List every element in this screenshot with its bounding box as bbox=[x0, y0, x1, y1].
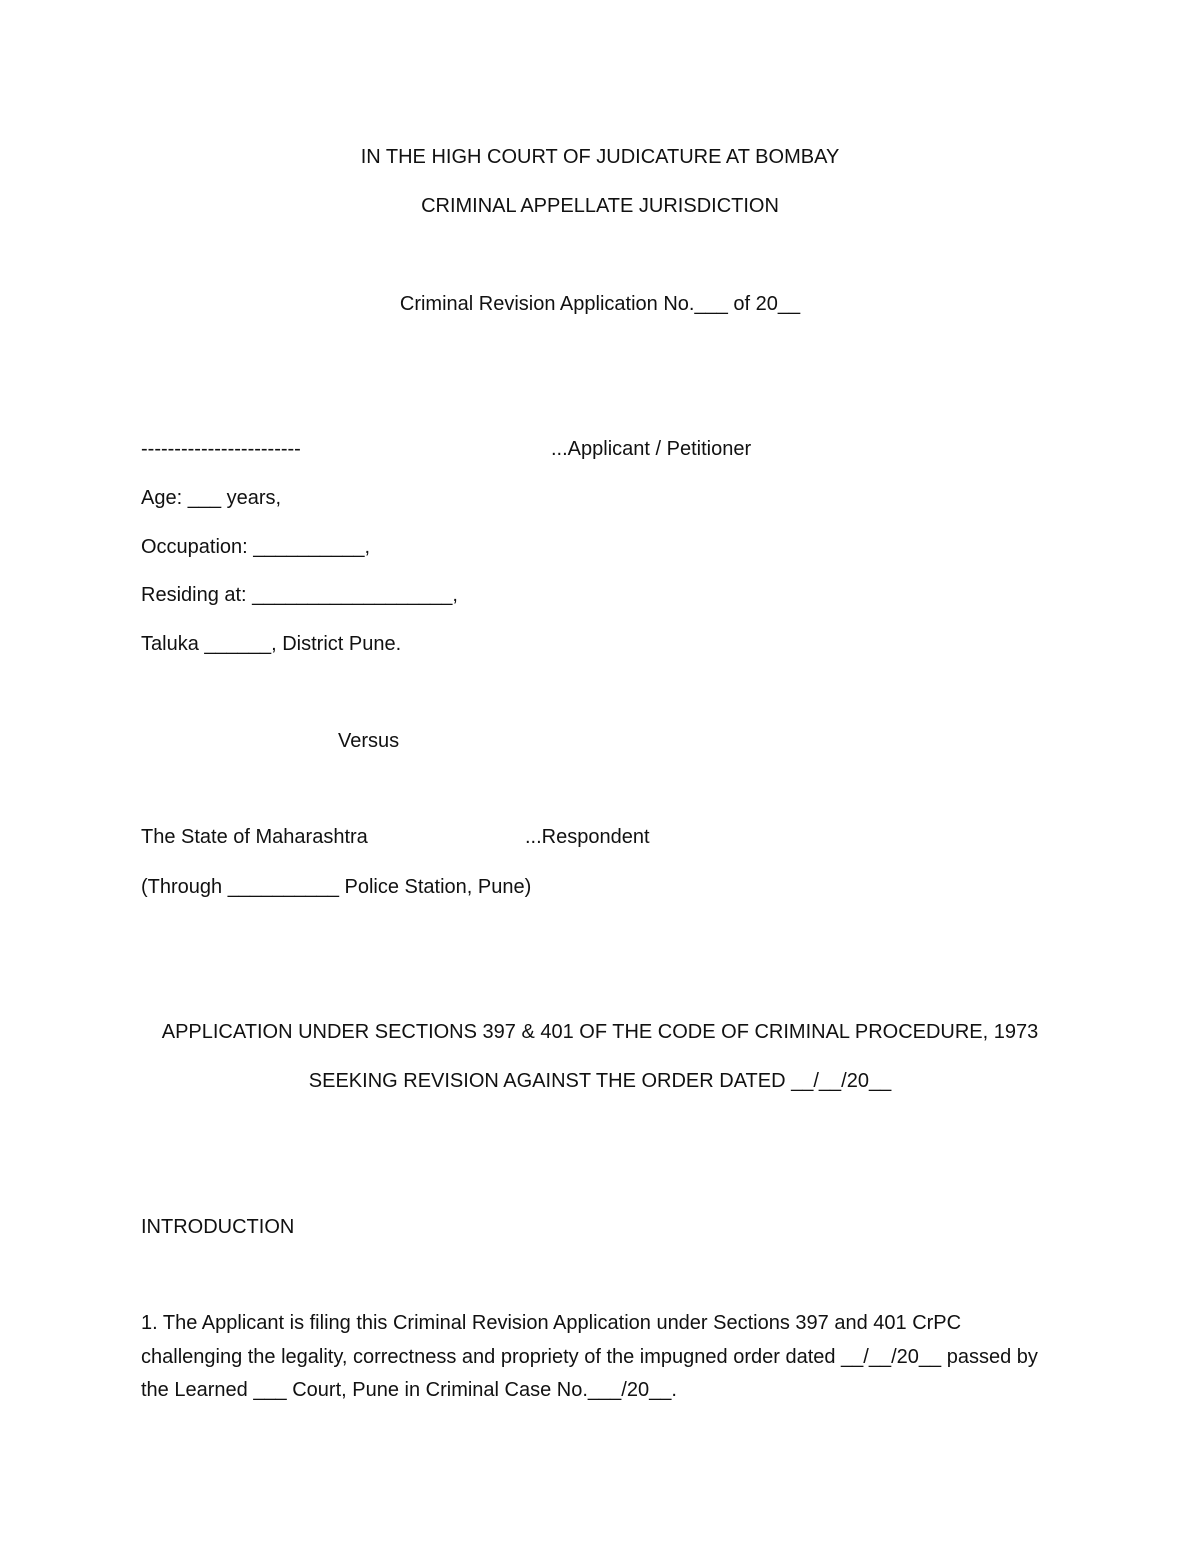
respondent-through: (Through __________ Police Station, Pune) bbox=[141, 876, 532, 898]
case-number: Criminal Revision Application No.___ of 20__ bbox=[399, 293, 801, 315]
applicant-taluka: Taluka ______, District Pune. bbox=[141, 633, 402, 655]
application-title: APPLICATION UNDER SECTIONS 397 & 401 OF THE CODE OF CRIMINAL PROCEDURE, 1973 bbox=[161, 1021, 1039, 1043]
court-heading: IN THE HIGH COURT OF JUDICATURE AT BOMBAY bbox=[360, 146, 840, 168]
applicant-age: Age: ___ years, bbox=[141, 487, 282, 509]
applicant-residence: Residing at: __________________, bbox=[141, 584, 458, 606]
application-subtitle: SEEKING REVISION AGAINST THE ORDER DATED __/__/20__ bbox=[308, 1070, 892, 1092]
introduction-paragraph-1: 1. The Applicant is filing this Criminal Revision Application under Sections 397 and 401 CrPC challenging the legality, correctness and propriety of the impugned order dated __/__/20__ passed by the Learned ___ Court, Pune in Criminal Case No.___/20__. bbox=[141, 1312, 1038, 1401]
versus-label: Versus bbox=[338, 730, 400, 752]
respondent-name: The State of Maharashtra bbox=[141, 826, 368, 848]
applicant-name-blank: ------------------------ bbox=[141, 438, 301, 460]
jurisdiction-heading: CRIMINAL APPELLATE JURISDICTION bbox=[421, 195, 779, 217]
introduction-heading: INTRODUCTION bbox=[141, 1216, 295, 1238]
respondent-role: ...Respondent bbox=[525, 826, 650, 848]
applicant-role: ...Applicant / Petitioner bbox=[551, 438, 752, 460]
applicant-occupation: Occupation: __________, bbox=[141, 536, 371, 558]
